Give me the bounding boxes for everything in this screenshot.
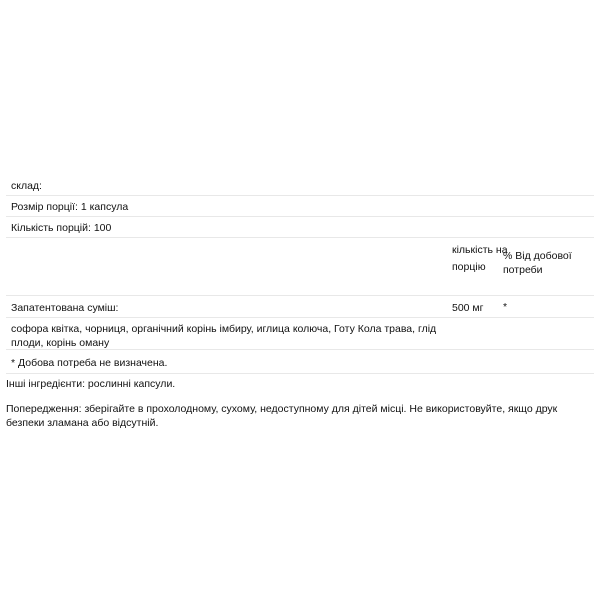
supplement-facts-table <box>6 174 594 374</box>
blend-amount: 500 мг <box>452 302 484 314</box>
daily-value-header: % Від добової потреби <box>503 250 572 276</box>
blend-name: Запатентована суміш: <box>11 302 119 314</box>
column-header-row <box>6 238 594 296</box>
blend-daily-value: * <box>503 301 508 313</box>
other-ingredients: Інші інгредієнти: рослинні капсули. <box>6 378 176 390</box>
warning-text: Попередження: зберігайте в прохолодному, сухому, недоступному для дітей місці. Не використовуйте, якщо друк безпеки зламана або відсутній. <box>6 403 558 429</box>
blend-ingredients: софора квітка, чорниця, органічний корінь імбиру, иглица колюча, Готу Кола трава, глід плоди, корінь оману <box>11 323 437 349</box>
serving-size-row <box>6 196 594 217</box>
serving-size: Розмір порції: 1 капсула <box>11 201 129 213</box>
servings-count: Кількість порцій: 100 <box>11 222 112 234</box>
proprietary-blend-row <box>6 296 594 318</box>
footnote-row <box>6 350 594 374</box>
amount-per-serving-header: кількість на порцію <box>452 244 508 273</box>
daily-value-footnote: * Добова потреба не визначена. <box>11 357 168 369</box>
servings-count-row <box>6 217 594 238</box>
facts-title: склад: <box>11 180 42 192</box>
facts-title-row <box>6 174 594 196</box>
blend-ingredients-row <box>6 318 594 350</box>
